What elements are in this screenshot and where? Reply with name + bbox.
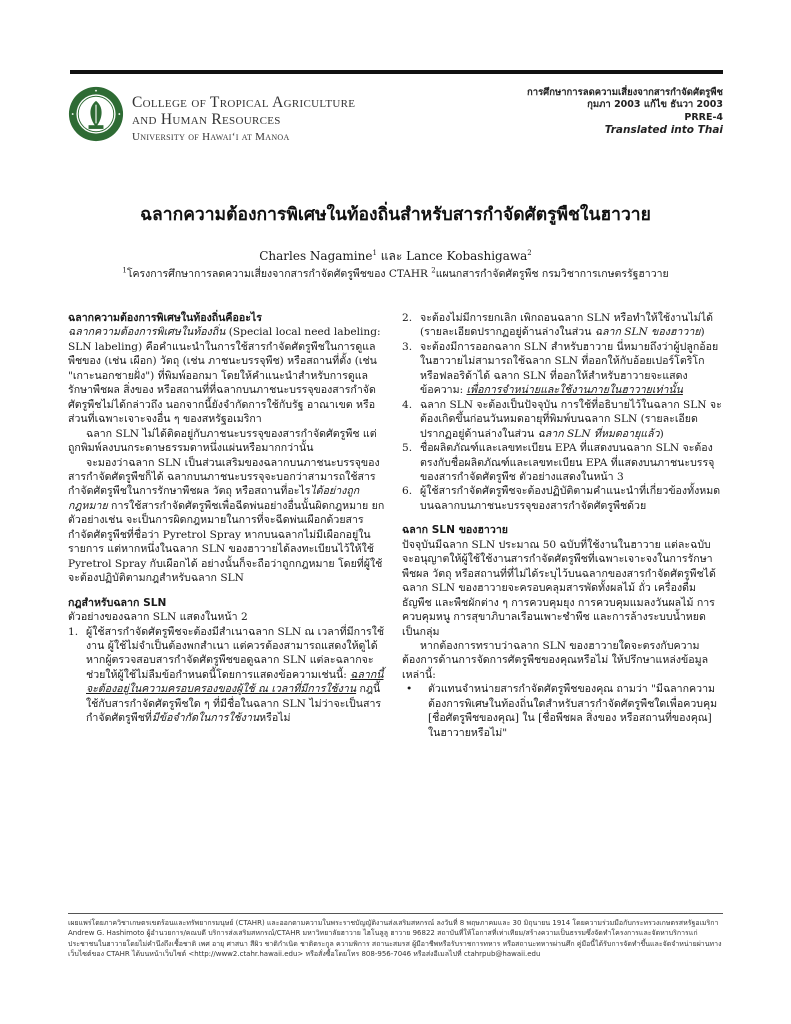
rule-4-ref: ฉลาก SLN ที่หมดอายุแล้ว	[537, 427, 660, 440]
paragraph-definition	[68, 325, 388, 426]
rule-number: 5.	[402, 442, 413, 455]
authors-conjunction: และ	[376, 249, 407, 263]
footer-notice: เผยแพร่โดยภาควิชาเกษตรเขตร้อนและทรัพยากรมนุษย์ (CTAHR) และออกตามความในพระราชบัญญัติงานส่งเสริมสหกรณ์ ลงวันที่ 8 พฤษภาคมและ 30 มิถุนายน 1914 โดยความร่วมมือกับกระทรวงเกษตรสหรัฐอเมริกา Andrew G. Hashimoto ผู้อำนวยการ/คณบดี บริการส่งเสริมสหกรณ์/CTAHR มหาวิทยาลัยฮาวาย ไฮโนลูลู ฮาวาย 96822 สถาบันที่ให้โอกาสที่เท่าเทียม/สร้างความเป็นธรรมซึ่งจัดทำโครงการและจัดหาบริการแก่ประชาชนในฮาวายโดยไม่คำนึงถึงเชื้อชาติ เพศ อายุ ศาสนา สีผิว ชาติกำเนิด ชาติตระกูล ความพิการ สถานะสมรส ผู้มีอาชีพหรือรับราชการทหาร หรือสถานะทหารผ่านศึก คู่มือนี้ได้รับการจัดทำขึ้นและจัดจำหน่ายผ่านทางเว็บไซต์ของ CTAHR ได้บนหน้าเว็บไซต์ <http://www2.ctahr.hawaii.edu> หรือสั่งซื้อโดยโทร 808-956-7046 หรือส่งอีเมลไปที่ ctahrpub@hawaii.edu	[68, 919, 722, 958]
top-rule	[70, 70, 723, 74]
rule-1-text-a: ผู้ใช้สารกำจัดศัตรูพืชจะต้องมีสำเนาฉลาก SLN ณ เวลาที่มีการใช้งาน ผู้ใช้ไม่จำเป็นต้องพกสำเนา แต่ควรต้องสามารถแสดงให้ดูได้หากผู้ตรวจสอบสารกำจัดศัตรูพืชขอดูฉลาก SLN แต่ละฉลากจะช่วยให้ผู้ใช้ไม่ลืมข้อกำหนดนี้โดยการแสดงข้อความเช่นนี้:	[86, 625, 385, 681]
footer-rule	[68, 913, 723, 914]
paragraph-label-printing: ฉลาก SLN ไม่ได้ติดอยู่กับภาชนะบรรจุของสารกำจัดศัตรูพืช แต่ถูกพิมพ์ลงบนกระดาษธรรมดาหนึ่งแผ่นหรือมากกว่านั้น	[68, 427, 377, 455]
affiliations	[0, 265, 791, 282]
rule-number: 1.	[68, 625, 79, 638]
paragraph-supplement	[68, 456, 388, 586]
college-name	[132, 94, 355, 143]
document-title: ฉลากความต้องการพิเศษในท้องถิ่นสำหรับสารกำจัดศัตรูพืชในฮาวาย	[140, 205, 651, 225]
rule-number: 2.	[402, 312, 413, 324]
rules-list-continued	[402, 311, 722, 513]
college-line-1: College of Tropical Agriculture	[132, 94, 356, 111]
section-heading-rules: กฎสำหรับฉลาก SLN	[68, 596, 167, 609]
author-2-sup: 2	[527, 249, 532, 257]
resource-item-dealer	[402, 682, 722, 740]
paragraph-example-note: ตัวอย่างของฉลาก SLN แสดงในหน้า 2	[68, 611, 248, 624]
supplement-text-b: การใช้สารกำจัดศัตรูพืชเพื่อฉีดพ่นอย่างอื่นนั้นผิดกฎหมาย ยกตัวอย่างเช่น จะเป็นการผิดกฎหมายในการที่จะฉีดพ่นเผือกด้วยสารกำจัดศัตรูพืชที่ชื่อว่า Pyretrol Spray หากบนฉลากไม่มีเผือกอยู่ในรายการ แต่หากหนึ่งในฉลาก SLN ของฮาวายได้ลงทะเบียนไว้ให้ใช้ Pyretrol Spray กับเผือกได้ อย่างนั้นก็จะถือว่าถูกกฎหมาย โดยที่ผู้ใช้จะต้องปฏิบัติตามกฎสำหรับฉลาก SLN	[68, 499, 385, 585]
rule-1-text-c: หรือไม่	[259, 712, 291, 725]
rule-2-ref: ฉลาก SLN ของฮาวาย	[594, 326, 701, 339]
rule-item-1	[68, 625, 388, 726]
rule-3-text: จะต้องมีการออกฉลาก SLN สำหรับฮาวาย นี่หมายถึงว่าผู้ปลูกอ้อยในฮาวายไม่สามารถใช้ฉลาก SLN ที่ออกให้กับอ้อยเปอร์โตริโกหรือฟลอริด้าได้ ฉลาก SLN ที่ออกให้สำหรับฮาวายจะแสดงข้อความ:	[420, 340, 719, 397]
rule-4-text-a: ฉลาก SLN จะต้องเป็นปัจจุบัน การใช้ที่อธิบายไว้ในฉลาก SLN จะต้องเกิดขึ้นก่อนวันหมดอายุที่พิมพ์บนฉลาก SLN (รายละเอียดปรากฏอยู่ด้านล่างในส่วน	[420, 398, 722, 440]
legal-emphasis: ได้อย่างถูกกฎหมาย	[68, 485, 360, 512]
rule-item-2	[402, 311, 722, 340]
rule-3-quote: เพื่อการจำหน่ายและใช้งานภายในฮาวายเท่านั้น	[466, 384, 683, 397]
rules-list	[68, 625, 388, 726]
author-1: Charles Nagamine	[259, 249, 373, 263]
university-seal-logo	[68, 86, 124, 142]
rule-2-text-a: จะต้องไม่มีการยกเลิก เพิกถอนฉลาก SLN หรือทำให้ใช้งานไม่ได้ (รายละเอียดปรากฏอยู่ด้านล่างในส่วน	[420, 312, 713, 339]
translated-note: Translated into Thai	[604, 124, 723, 137]
rule-1-restricted: มีข้อจำกัดในการใช้งาน	[151, 712, 260, 725]
rule-number: 3.	[402, 340, 413, 353]
rule-item-6	[402, 484, 722, 513]
rule-number: 4.	[402, 398, 413, 411]
rule-1-quote: ฉลากนี้จะต้องอยู่ในความครอบครองของผู้ใช้ ณ เวลาที่มีการใช้งาน	[86, 668, 384, 696]
term-emphasis: ฉลากความต้องการพิเศษในท้องถิ่น	[68, 326, 226, 339]
publication-info	[527, 87, 723, 137]
rule-5-text: ชื่อผลิตภัณฑ์และเลขทะเบียน EPA ที่แสดงบนฉลาก SLN จะต้องตรงกับชื่อผลิตภัณฑ์และเลขทะเบียน EPA ที่แสดงบนภาชนะบรรจุของสารกำจัดศัตรูพืช ตัวอย่างแสดงในหน้า 3	[420, 442, 715, 483]
section-heading-hawaii-sln: ฉลาก SLN ของฮาวาย	[402, 524, 508, 537]
rule-number: 6.	[402, 485, 413, 498]
rule-item-5	[402, 441, 722, 484]
resources-list	[402, 682, 722, 740]
supplement-text-a: จะมองว่าฉลาก SLN เป็นส่วนเสริมของฉลากบนภาชนะบรรจุของสารกำจัดศัตรูพืชก็ได้ ฉลากบนภาชนะบรรจุจะบอกว่าสามารถใช้สารกำจัดศัตรูพืชในการรักษาพืชผล วัตถุ หรือสถานที่อะไร	[68, 456, 380, 498]
pub-date: กุมภา 2003 แก้ไข ธันวา 2003	[587, 99, 723, 111]
affil-2-sup: 2	[431, 266, 436, 275]
rule-1-text-b: กฎนี้ใช้กับสารกำจัดศัตรูพืชใด ๆ ที่มีชื่อในฉลาก SLN ไม่ว่าจะเป็นสารกำจัดศัตรูพืชที่	[86, 683, 382, 725]
pub-title: การศึกษาการลดความเสี่ยงจากสารกำจัดศัตรูพืช	[526, 87, 723, 98]
author-2: Lance Kobashigawa	[406, 249, 528, 263]
rule-item-4	[402, 398, 722, 441]
affil-1-sup: 1	[122, 266, 127, 275]
authors	[0, 247, 791, 266]
rule-6-text: ผู้ใช้สารกำจัดศัตรูพืชจะต้องปฏิบัติตามคำแนะนำที่เกี่ยวข้องทั้งหมดบนฉลากบนภาชนะบรรจุของสารกำจัดศัตรูพืชด้วย	[420, 485, 721, 512]
right-column	[402, 311, 722, 740]
rule-item-3	[402, 340, 722, 398]
college-line-2: and Human Resources	[132, 111, 281, 128]
left-column	[68, 311, 388, 726]
rule-4-text-b: )	[659, 427, 664, 440]
author-1-sup: 1	[372, 249, 377, 257]
pub-code: PRRE-4	[684, 111, 723, 123]
section-heading-what-is-sln: ฉลากความต้องการพิเศษในท้องถิ่นคืออะไร	[68, 312, 262, 324]
paragraph-resources: หากต้องการทราบว่าฉลาก SLN ของฮาวายใดจะตรงกับความต้องการด้านการจัดการศัตรูพืชของคุณหรือไม่ ให้ปรึกษาแหล่งข้อมูลเหล่านี้:	[402, 639, 709, 681]
paragraph-hawaii-labels: ปัจจุบันมีฉลาก SLN ประมาณ 50 ฉบับที่ใช้งานในฮาวาย แต่ละฉบับจะอนุญาตให้ผู้ใช้ใช้งานสารกำจัดศัตรูพืชที่เฉพาะเจาะจงในการรักษาพืชผล วัตถุ หรือสถานที่ที่ไม่ได้ระบุไว้บนฉลากของสารกำจัดศัตรูพืชได้ ฉลาก SLN ของฮาวายจะครอบคลุมสารพัดทั้งผลไม้ ถั่ว เครื่องดื่ม ธัญพืช และพืชผักต่าง ๆ การควบคุมยุง การควบคุมแมลงวันผลไม้ การควบคุมหนู การสุขาภิบาลเรือนเพาะชำพืช และการล้างระบบน้ำหยด เป็นกลุ่ม	[402, 538, 716, 638]
affiliation-1: โครงการศึกษาการลดความเสี่ยงจากสารกำจัดศัตรูพืชของ CTAHR	[126, 268, 432, 280]
bullet-icon: •	[406, 683, 413, 696]
affiliation-2: แผนกสารกำจัดศัตรูพืช กรมวิชาการเกษตรรัฐฮาวาย	[435, 268, 669, 280]
definition-text: (Special local need labeling: SLN labeling) คือคำแนะนำในการใช้สารกำจัดศัตรูพืชในการดูแลพืชของ (เช่น เผือก) วัตถุ (เช่น ภาชนะบรรจุพืช) หรือสถานที่ตั้ง (เช่น "เกาะนอกชายฝั่ง") ที่พิมพ์ออกมา โดยให้คำแนะนำสำหรับการดูแลรักษาพืชผล สิ่งของ หรือสถานที่ที่ฉลากบนภาชนะบรรจุของสารกำจัดศัตรูพืชไม่ได้กล่าวถึง นอกจากนี้ยังจำกัดการใช้กับรัฐ อาณาเขต หรือส่วนที่เฉพาะเจาะจงอื่น ๆ ของสหรัฐอเมริกา	[68, 326, 381, 426]
rule-2-text-b: )	[700, 326, 705, 339]
resource-dealer-text: ตัวแทนจำหน่ายสารกำจัดศัตรูพืชของคุณ ถามว่า "มีฉลากความต้องการพิเศษในท้องถิ่นใดสำหรับสารกำจัดศัตรูพืชใดเพื่อควบคุม [ชื่อศัตรูพืชของคุณ] ใน [ชื่อพืชผล สิ่งของ หรือสถานที่ของคุณ] ในฮาวายหรือไม่"	[428, 683, 718, 739]
college-line-3: University of Hawai‘i at Manoa	[132, 131, 290, 143]
